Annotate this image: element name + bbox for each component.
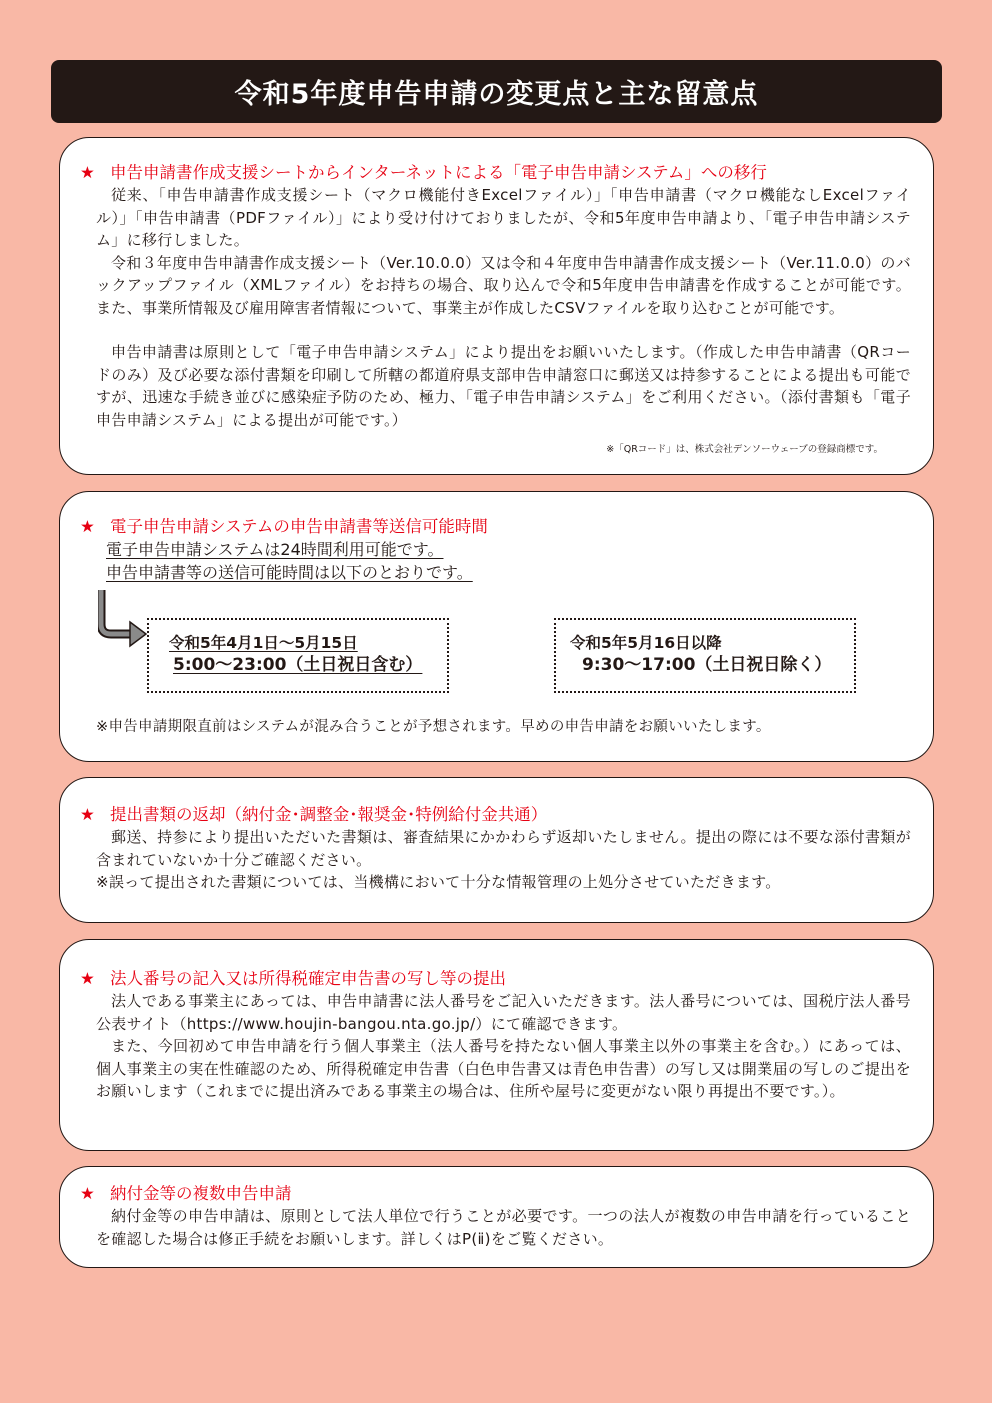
star-icon: ★ — [80, 969, 95, 988]
congestion-note: ※申告申請期限直前はシステムが混み合うことが予想されます。早めの申告申請をお願いいたします。 — [96, 719, 771, 735]
arrow-icon — [98, 588, 148, 648]
availability-text: 電子申告申請システムは24時間利用可能です。 — [106, 540, 444, 559]
section-title: ★ 納付金等の複数申告申請 — [80, 1184, 292, 1203]
star-icon: ★ — [80, 1184, 95, 1203]
period-time: 9:30～17:00（土日祝日除く） — [582, 655, 832, 675]
section-electronic-migration — [59, 137, 934, 475]
paragraph: 郵送、持参により提出いただいた書類は、審査結果にかかわらず返却いたしません。提出の際には不要な添付書類が含まれていないか十分ご確認ください。 — [96, 828, 911, 869]
star-icon: ★ — [80, 805, 95, 824]
period-date: 令和5年5月16日以降 — [570, 634, 722, 652]
paragraph: 令和３年度申告申請書作成支援シート（Ver.10.0.0）又は令和４年度申告申請書作成支援シート（Ver.11.0.0）のバックアップファイル（XMLファイル）をお持ちの場合、取り込んで令和5年度申告申請書を作成することが可能です。また、事業所情報及び雇用障害者情報について、事業主が作成したCSVファイルを取り込むことが可能です。 — [96, 253, 911, 317]
time-box-period-1 — [147, 618, 449, 693]
transmission-hours-text: 申告申請書等の送信可能時間は以下のとおりです。 — [106, 563, 473, 582]
section-title: ★ 提出書類の返却（納付金･調整金･報奨金･特例給付金共通） — [80, 805, 548, 824]
paragraph: 申告申請書は原則として「電子申告申請システム」により提出をお願いいたします。（作成した申告申請書（QRコードのみ）及び必要な添付書類を印刷して所轄の都道府県支部申告申請窓口に郵送又は持参することによる提出も可能ですが、迅速な手続き並びに感染症予防のため、極力、「電子申告申請システム」をご利用ください。（添付書類も「電子申告申請システム」による提出が可能です。） — [96, 343, 911, 429]
trademark-note: ※「QRコード」は、株式会社デンソーウェーブの登録商標です。 — [606, 444, 883, 455]
paragraph: 従来、「申告申請書作成支援シート（マクロ機能付きExcelファイル）」「申告申請書（マクロ機能なしExcelファイル）」「申告申請書（PDFファイル）」により受け付けておりましたが、令和5年度申告申請より、「電子申告申請システム」に移行しました。 — [96, 186, 911, 249]
section-title: ★ 法人番号の記入又は所得税確定申告書の写し等の提出 — [80, 969, 506, 988]
disposal-note: ※誤って提出された書類については、当機構において十分な情報管理の上処分させていただきます。 — [96, 873, 781, 891]
paragraph: 納付金等の申告申請は、原則として法人単位で行うことが必要です。一つの法人が複数の申告申請を行っていることを確認した場合は修正手続をお願いします。詳しくはP(ⅱ)をご覧ください。 — [96, 1207, 911, 1248]
section-title: ★ 電子申告申請システムの申告申請書等送信可能時間 — [80, 517, 488, 536]
section-multiple-applications — [59, 1166, 934, 1268]
page-title: 令和5年度申告申請の変更点と主な留意点 — [51, 60, 942, 123]
section-transmission-hours — [59, 491, 934, 762]
star-icon: ★ — [80, 163, 95, 182]
period-time: 5:00～23:00（土日祝日含む） — [173, 655, 423, 675]
period-date: 令和5年4月1日～5月15日 — [169, 634, 358, 652]
star-icon: ★ — [80, 517, 95, 536]
section-title: ★ 申告申請書作成支援シートからインターネットによる「電子申告申請システム」への移行 — [80, 163, 767, 182]
section-corporate-number — [59, 939, 934, 1151]
time-box-period-2 — [554, 618, 856, 693]
section-document-return — [59, 777, 934, 923]
paragraph: 法人である事業主にあっては、申告申請書に法人番号をご記入いただきます。法人番号については、国税庁法人番号公表サイト（https://www.houjin-bangou.nta.go.jp/）にて確認できます。 — [96, 992, 911, 1033]
paragraph: また、今回初めて申告申請を行う個人事業主（法人番号を持たない個人事業主以外の事業主を含む。）にあっては、個人事業主の実在性確認のため、所得税確定申告書（白色申告書又は青色申告書）の写し又は開業届の写しのご提出をお願いします（これまでに提出済みである事業主の場合は、住所や屋号に変更がない限り再提出不要です。）。 — [96, 1037, 911, 1100]
